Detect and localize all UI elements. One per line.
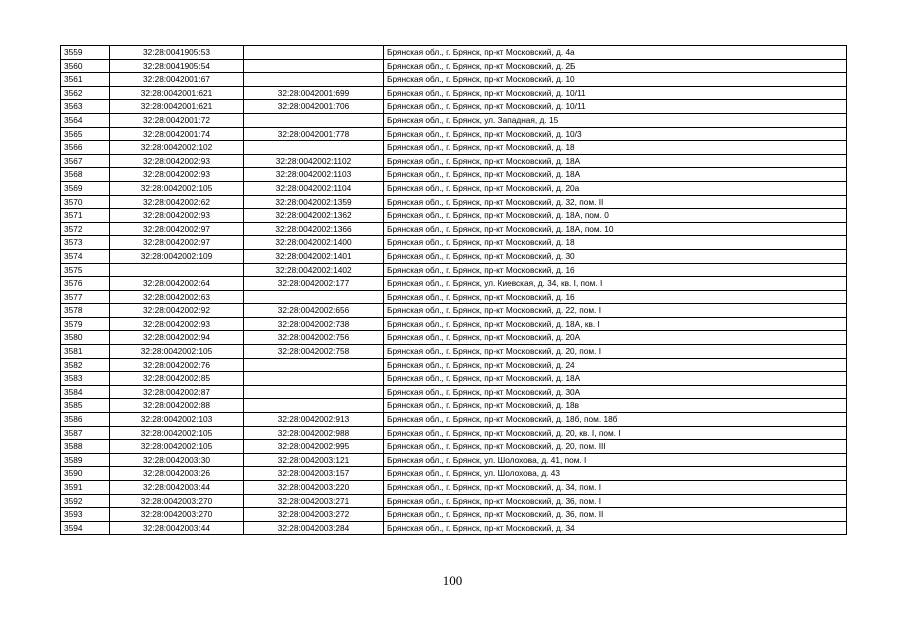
address-cell: Брянская обл., г. Брянск, ул. Шолохова, д. 41, пом. I xyxy=(384,453,847,467)
object-cadastral-number-cell: 32:28:0042002:1359 xyxy=(244,195,384,209)
table-row xyxy=(61,168,847,182)
land-cadastral-number-cell: 32:28:0042002:97 xyxy=(110,236,244,250)
address-cell: Брянская обл., г. Брянск, пр-кт Московский, д. 10/11 xyxy=(384,100,847,114)
object-cadastral-number-cell xyxy=(244,372,384,386)
table-row xyxy=(61,236,847,250)
row-number-cell: 3578 xyxy=(61,304,110,318)
object-cadastral-number-cell: 32:28:0042002:1402 xyxy=(244,263,384,277)
address-cell: Брянская обл., г. Брянск, ул. Шолохова, д. 43 xyxy=(384,467,847,481)
object-cadastral-number-cell: 32:28:0042002:1362 xyxy=(244,209,384,223)
table-row xyxy=(61,399,847,413)
row-number-cell: 3591 xyxy=(61,481,110,495)
land-cadastral-number-cell: 32:28:0041905:53 xyxy=(110,46,244,60)
table-row xyxy=(61,358,847,372)
table-row xyxy=(61,100,847,114)
address-cell: Брянская обл., г. Брянск, пр-кт Московский, д. 18А, пом. 10 xyxy=(384,222,847,236)
address-cell: Брянская обл., г. Брянск, пр-кт Московский, д. 34 xyxy=(384,521,847,535)
land-cadastral-number-cell: 32:28:0042002:64 xyxy=(110,277,244,291)
object-cadastral-number-cell: 32:28:0042002:656 xyxy=(244,304,384,318)
table-row xyxy=(61,113,847,127)
object-cadastral-number-cell: 32:28:0042002:756 xyxy=(244,331,384,345)
object-cadastral-number-cell: 32:28:0042001:699 xyxy=(244,86,384,100)
table-row xyxy=(61,195,847,209)
row-number-cell: 3584 xyxy=(61,385,110,399)
address-cell: Брянская обл., г. Брянск, пр-кт Московский, д. 22, пом. I xyxy=(384,304,847,318)
address-cell: Брянская обл., г. Брянск, пр-кт Московский, д. 30 xyxy=(384,249,847,263)
land-cadastral-number-cell: 32:28:0042002:105 xyxy=(110,345,244,359)
land-cadastral-number-cell: 32:28:0042002:93 xyxy=(110,317,244,331)
address-cell: Брянская обл., г. Брянск, ул. Киевская, д. 34, кв. I, пом. I xyxy=(384,277,847,291)
land-cadastral-number-cell: 32:28:0042002:93 xyxy=(110,168,244,182)
object-cadastral-number-cell xyxy=(244,59,384,73)
registry-table-body xyxy=(61,46,847,535)
address-cell: Брянская обл., г. Брянск, ул. Западная, д. 15 xyxy=(384,113,847,127)
object-cadastral-number-cell xyxy=(244,113,384,127)
object-cadastral-number-cell xyxy=(244,141,384,155)
table-row xyxy=(61,426,847,440)
land-cadastral-number-cell: 32:28:0042001:621 xyxy=(110,100,244,114)
row-number-cell: 3579 xyxy=(61,317,110,331)
object-cadastral-number-cell: 32:28:0042003:220 xyxy=(244,481,384,495)
object-cadastral-number-cell: 32:28:0042002:988 xyxy=(244,426,384,440)
address-cell: Брянская обл., г. Брянск, пр-кт Московский, д. 2Б xyxy=(384,59,847,73)
table-row xyxy=(61,59,847,73)
address-cell: Брянская обл., г. Брянск, пр-кт Московский, д. 30А xyxy=(384,385,847,399)
object-cadastral-number-cell: 32:28:0042002:738 xyxy=(244,317,384,331)
table-row xyxy=(61,467,847,481)
address-cell: Брянская обл., г. Брянск, пр-кт Московский, д. 20А xyxy=(384,331,847,345)
object-cadastral-number-cell xyxy=(244,46,384,60)
object-cadastral-number-cell: 32:28:0042003:271 xyxy=(244,494,384,508)
row-number-cell: 3594 xyxy=(61,521,110,535)
address-cell: Брянская обл., г. Брянск, пр-кт Московский, д. 18А xyxy=(384,154,847,168)
row-number-cell: 3582 xyxy=(61,358,110,372)
land-cadastral-number-cell: 32:28:0042002:92 xyxy=(110,304,244,318)
table-row xyxy=(61,521,847,535)
table-row xyxy=(61,249,847,263)
land-cadastral-number-cell: 32:28:0042002:62 xyxy=(110,195,244,209)
land-cadastral-number-cell: 32:28:0042003:270 xyxy=(110,508,244,522)
row-number-cell: 3585 xyxy=(61,399,110,413)
row-number-cell: 3570 xyxy=(61,195,110,209)
land-cadastral-number-cell: 32:28:0042002:93 xyxy=(110,154,244,168)
row-number-cell: 3574 xyxy=(61,249,110,263)
land-cadastral-number-cell: 32:28:0041905:54 xyxy=(110,59,244,73)
land-cadastral-number-cell: 32:28:0042002:97 xyxy=(110,222,244,236)
table-row xyxy=(61,263,847,277)
table-row xyxy=(61,440,847,454)
table-row xyxy=(61,372,847,386)
land-cadastral-number-cell: 32:28:0042001:621 xyxy=(110,86,244,100)
row-number-cell: 3588 xyxy=(61,440,110,454)
row-number-cell: 3587 xyxy=(61,426,110,440)
object-cadastral-number-cell: 32:28:0042002:995 xyxy=(244,440,384,454)
address-cell: Брянская обл., г. Брянск, пр-кт Московский, д. 10/3 xyxy=(384,127,847,141)
table-row xyxy=(61,481,847,495)
object-cadastral-number-cell xyxy=(244,385,384,399)
row-number-cell: 3565 xyxy=(61,127,110,141)
object-cadastral-number-cell xyxy=(244,73,384,87)
row-number-cell: 3567 xyxy=(61,154,110,168)
table-row xyxy=(61,154,847,168)
row-number-cell: 3590 xyxy=(61,467,110,481)
row-number-cell: 3560 xyxy=(61,59,110,73)
address-cell: Брянская обл., г. Брянск, пр-кт Московский, д. 24 xyxy=(384,358,847,372)
address-cell: Брянская обл., г. Брянск, пр-кт Московский, д. 36, пом. I xyxy=(384,494,847,508)
row-number-cell: 3586 xyxy=(61,413,110,427)
object-cadastral-number-cell: 32:28:0042002:1401 xyxy=(244,249,384,263)
address-cell: Брянская обл., г. Брянск, пр-кт Московский, д. 34, пом. I xyxy=(384,481,847,495)
land-cadastral-number-cell: 32:28:0042002:105 xyxy=(110,440,244,454)
object-cadastral-number-cell: 32:28:0042002:758 xyxy=(244,345,384,359)
address-cell: Брянская обл., г. Брянск, пр-кт Московский, д. 20а xyxy=(384,181,847,195)
address-cell: Брянская обл., г. Брянск, пр-кт Московский, д. 16 xyxy=(384,263,847,277)
row-number-cell: 3559 xyxy=(61,46,110,60)
table-row xyxy=(61,413,847,427)
land-cadastral-number-cell: 32:28:0042002:63 xyxy=(110,290,244,304)
object-cadastral-number-cell xyxy=(244,358,384,372)
object-cadastral-number-cell: 32:28:0042002:177 xyxy=(244,277,384,291)
address-cell: Брянская обл., г. Брянск, пр-кт Московский, д. 18 xyxy=(384,236,847,250)
row-number-cell: 3563 xyxy=(61,100,110,114)
table-row xyxy=(61,86,847,100)
land-cadastral-number-cell: 32:28:0042001:67 xyxy=(110,73,244,87)
object-cadastral-number-cell: 32:28:0042001:778 xyxy=(244,127,384,141)
address-cell: Брянская обл., г. Брянск, пр-кт Московский, д. 4а xyxy=(384,46,847,60)
land-cadastral-number-cell: 32:28:0042001:74 xyxy=(110,127,244,141)
object-cadastral-number-cell: 32:28:0042003:157 xyxy=(244,467,384,481)
object-cadastral-number-cell: 32:28:0042002:1366 xyxy=(244,222,384,236)
row-number-cell: 3576 xyxy=(61,277,110,291)
object-cadastral-number-cell: 32:28:0042002:1102 xyxy=(244,154,384,168)
table-row xyxy=(61,304,847,318)
address-cell: Брянская обл., г. Брянск, пр-кт Московский, д. 10 xyxy=(384,73,847,87)
object-cadastral-number-cell: 32:28:0042003:272 xyxy=(244,508,384,522)
row-number-cell: 3572 xyxy=(61,222,110,236)
row-number-cell: 3566 xyxy=(61,141,110,155)
row-number-cell: 3562 xyxy=(61,86,110,100)
land-cadastral-number-cell: 32:28:0042002:105 xyxy=(110,181,244,195)
address-cell: Брянская обл., г. Брянск, пр-кт Московский, д. 18А, пом. 0 xyxy=(384,209,847,223)
table-row xyxy=(61,73,847,87)
land-cadastral-number-cell: 32:28:0042002:88 xyxy=(110,399,244,413)
address-cell: Брянская обл., г. Брянск, пр-кт Московский, д. 18А xyxy=(384,168,847,182)
object-cadastral-number-cell: 32:28:0042002:913 xyxy=(244,413,384,427)
table-row xyxy=(61,222,847,236)
table-row xyxy=(61,345,847,359)
object-cadastral-number-cell: 32:28:0042001:706 xyxy=(244,100,384,114)
address-cell: Брянская обл., г. Брянск, пр-кт Московский, д. 36, пом. II xyxy=(384,508,847,522)
address-cell: Брянская обл., г. Брянск, пр-кт Московский, д. 10/11 xyxy=(384,86,847,100)
table-row xyxy=(61,46,847,60)
address-cell: Брянская обл., г. Брянск, пр-кт Московский, д. 18б, пом. 18б xyxy=(384,413,847,427)
land-cadastral-number-cell: 32:28:0042002:93 xyxy=(110,209,244,223)
land-cadastral-number-cell: 32:28:0042003:270 xyxy=(110,494,244,508)
land-cadastral-number-cell: 32:28:0042002:102 xyxy=(110,141,244,155)
row-number-cell: 3568 xyxy=(61,168,110,182)
table-row xyxy=(61,181,847,195)
row-number-cell: 3571 xyxy=(61,209,110,223)
row-number-cell: 3592 xyxy=(61,494,110,508)
land-cadastral-number-cell: 32:28:0042002:85 xyxy=(110,372,244,386)
object-cadastral-number-cell: 32:28:0042002:1400 xyxy=(244,236,384,250)
table-row xyxy=(61,453,847,467)
row-number-cell: 3569 xyxy=(61,181,110,195)
page-number: 100 xyxy=(442,573,463,588)
land-cadastral-number-cell: 32:28:0042003:30 xyxy=(110,453,244,467)
row-number-cell: 3561 xyxy=(61,73,110,87)
table-row xyxy=(61,277,847,291)
land-cadastral-number-cell: 32:28:0042002:109 xyxy=(110,249,244,263)
row-number-cell: 3577 xyxy=(61,290,110,304)
address-cell: Брянская обл., г. Брянск, пр-кт Московский, д. 20, пом. III xyxy=(384,440,847,454)
registry-table xyxy=(60,45,847,535)
row-number-cell: 3573 xyxy=(61,236,110,250)
row-number-cell: 3581 xyxy=(61,345,110,359)
land-cadastral-number-cell: 32:28:0042002:94 xyxy=(110,331,244,345)
land-cadastral-number-cell: 32:28:0042002:103 xyxy=(110,413,244,427)
table-row xyxy=(61,209,847,223)
address-cell: Брянская обл., г. Брянск, пр-кт Московский, д. 18А xyxy=(384,372,847,386)
table-row xyxy=(61,508,847,522)
address-cell: Брянская обл., г. Брянск, пр-кт Московский, д. 32, пом. II xyxy=(384,195,847,209)
address-cell: Брянская обл., г. Брянск, пр-кт Московский, д. 18А, кв. I xyxy=(384,317,847,331)
land-cadastral-number-cell: 32:28:0042002:76 xyxy=(110,358,244,372)
row-number-cell: 3593 xyxy=(61,508,110,522)
object-cadastral-number-cell: 32:28:0042002:1104 xyxy=(244,181,384,195)
object-cadastral-number-cell xyxy=(244,290,384,304)
row-number-cell: 3583 xyxy=(61,372,110,386)
land-cadastral-number-cell: 32:28:0042002:105 xyxy=(110,426,244,440)
table-row xyxy=(61,141,847,155)
address-cell: Брянская обл., г. Брянск, пр-кт Московский, д. 18в xyxy=(384,399,847,413)
row-number-cell: 3580 xyxy=(61,331,110,345)
land-cadastral-number-cell: 32:28:0042001:72 xyxy=(110,113,244,127)
land-cadastral-number-cell: 32:28:0042003:26 xyxy=(110,467,244,481)
table-row xyxy=(61,385,847,399)
object-cadastral-number-cell: 32:28:0042003:284 xyxy=(244,521,384,535)
table-row xyxy=(61,331,847,345)
land-cadastral-number-cell: 32:28:0042003:44 xyxy=(110,481,244,495)
address-cell: Брянская обл., г. Брянск, пр-кт Московский, д. 16 xyxy=(384,290,847,304)
object-cadastral-number-cell: 32:28:0042003:121 xyxy=(244,453,384,467)
row-number-cell: 3575 xyxy=(61,263,110,277)
object-cadastral-number-cell: 32:28:0042002:1103 xyxy=(244,168,384,182)
row-number-cell: 3564 xyxy=(61,113,110,127)
land-cadastral-number-cell: 32:28:0042002:87 xyxy=(110,385,244,399)
table-row xyxy=(61,494,847,508)
land-cadastral-number-cell xyxy=(110,263,244,277)
table-row xyxy=(61,290,847,304)
object-cadastral-number-cell xyxy=(244,399,384,413)
table-row xyxy=(61,317,847,331)
row-number-cell: 3589 xyxy=(61,453,110,467)
table-row xyxy=(61,127,847,141)
land-cadastral-number-cell: 32:28:0042003:44 xyxy=(110,521,244,535)
address-cell: Брянская обл., г. Брянск, пр-кт Московский, д. 20, кв. I, пом. I xyxy=(384,426,847,440)
address-cell: Брянская обл., г. Брянск, пр-кт Московский, д. 20, пом. I xyxy=(384,345,847,359)
address-cell: Брянская обл., г. Брянск, пр-кт Московский, д. 18 xyxy=(384,141,847,155)
